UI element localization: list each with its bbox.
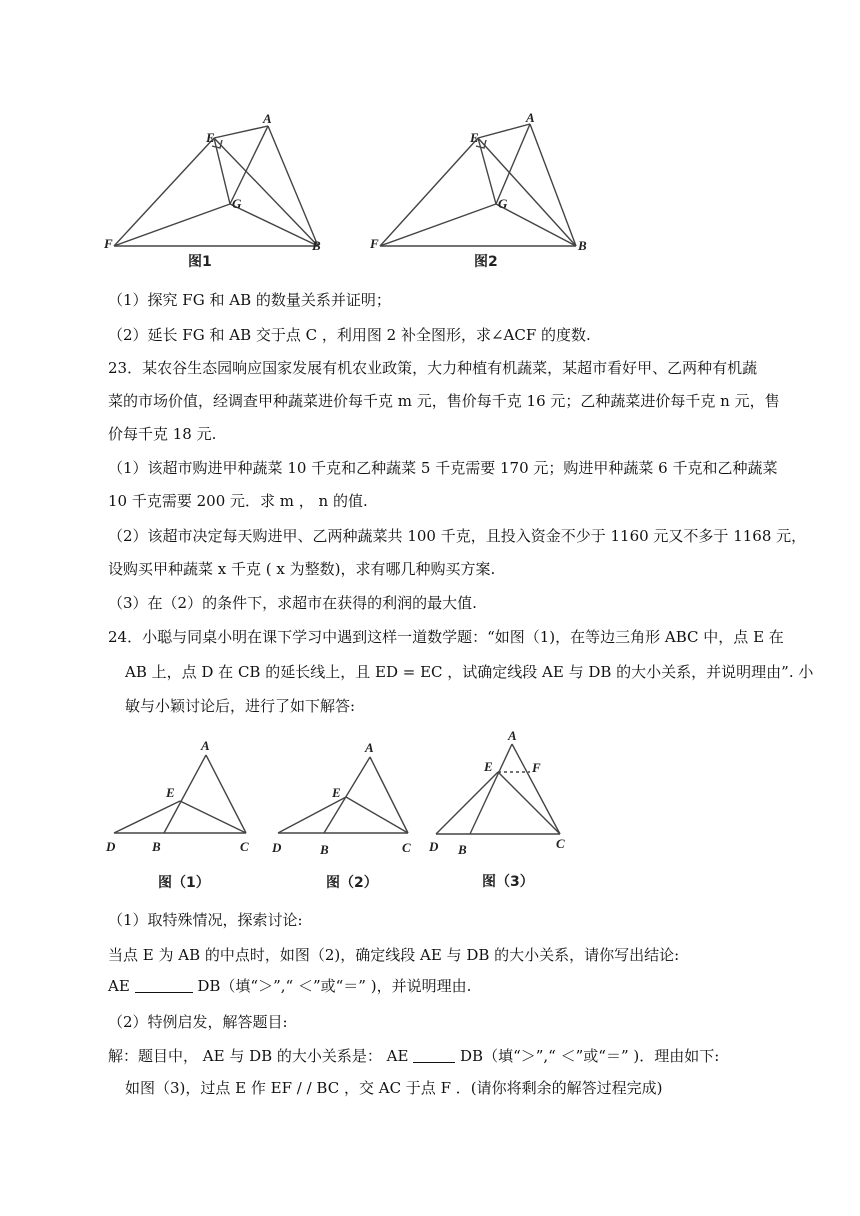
label-F: F: [370, 236, 379, 251]
label-A: A: [201, 738, 210, 753]
label-A: A: [526, 110, 535, 125]
q24-figure-3: [426, 724, 596, 894]
caption-q24-fig1: 图（1）: [158, 875, 210, 891]
label-B: B: [320, 842, 329, 857]
q24-figure-1: [100, 735, 270, 895]
answer-blank-1[interactable]: [135, 977, 193, 993]
label-F: F: [104, 236, 113, 251]
label-B: B: [152, 839, 161, 854]
figure-1: [100, 110, 340, 270]
ae-label: AE: [108, 977, 130, 995]
label-B: B: [458, 842, 467, 857]
label-E: E: [484, 759, 493, 774]
q23-line1: 23．某农谷生态园响应国家发展有机农业政策，大力种植有机蔬菜，某超市看好甲、乙两种有机蔬: [108, 359, 758, 377]
label-A: A: [508, 728, 517, 743]
q24-line1: 24．小聪与同桌小明在课下学习中遇到这样一道数学题：“如图（1)，在等边三角形 ABC 中，点 E 在: [108, 628, 784, 646]
q22-part2: （2）延长 FG 和 AB 交于点 C ，利用图 2 补全图形，求∠ACF 的度数.: [108, 326, 591, 344]
label-C: C: [402, 840, 411, 855]
label-D: D: [272, 840, 282, 855]
caption-q24-fig3: 图（3）: [482, 874, 534, 890]
fill-instruction-1: DB（填“＞”,“ ＜”或“＝” )，并说明理由.: [197, 977, 472, 995]
caption-fig1: 图1: [188, 254, 212, 270]
q23-line7: 设购买甲种蔬菜 x 千克 ( x 为整数)，求有哪几种购买方案.: [108, 560, 496, 578]
label-G: G: [232, 196, 242, 211]
label-G: G: [498, 196, 508, 211]
q24-line4: （1）取特殊情况，探索讨论:: [108, 911, 303, 929]
label-E: E: [332, 785, 341, 800]
q23-line8: （3）在（2）的条件下，求超市在获得的利润的最大值.: [108, 594, 477, 612]
figure-2: [366, 110, 606, 270]
q22-part1: （1）探究 FG 和 AB 的数量关系并证明；: [108, 291, 391, 309]
q23-line4: （1）该超市购进甲种蔬菜 10 千克和乙种蔬菜 5 千克需要 170 元；购进甲种蔬菜 6 千克和乙种蔬菜: [108, 459, 778, 477]
label-A: A: [263, 111, 272, 126]
label-C: C: [240, 839, 249, 854]
fill-instruction-2: DB（填“＞”,“ ＜”或“＝” )．理由如下:: [460, 1047, 720, 1065]
q23-line5: 10 千克需要 200 元．求 m ， n 的值.: [108, 492, 368, 510]
q23-line3: 价每千克 18 元.: [108, 425, 217, 443]
label-D: D: [429, 839, 439, 854]
q24-line2: AB 上，点 D 在 CB 的延长线上，且 ED = EC ，试确定线段 AE 与 DB 的大小关系，并说明理由”. 小: [125, 663, 814, 681]
q24-line5: 当点 E 为 AB 的中点时，如图（2)，确定线段 AE 与 DB 的大小关系，请你写出结论:: [108, 946, 680, 964]
q24-line7: （2）特例启发，解答题目:: [108, 1013, 288, 1031]
label-E: E: [470, 130, 479, 145]
label-B: B: [578, 238, 587, 253]
caption-q24-fig2: 图（2）: [326, 875, 378, 891]
q24-line6: [108, 976, 471, 996]
label-A: A: [365, 740, 374, 755]
caption-fig2: 图2: [474, 254, 498, 270]
q23-line6: （2）该超市决定每天购进甲、乙两种蔬菜共 100 千克，且投入资金不少于 1160 元又不多于 1168 元，: [108, 527, 807, 545]
q24-line9: 如图（3)，过点 E 作 EF / / BC ，交 AC 于点 F ．(请你将剩余的解答过程完成): [125, 1079, 663, 1097]
q23-line2: 菜的市场价值，经调查甲种蔬菜进价每千克 m 元，售价每千克 16 元；乙种蔬菜进价每千克 n 元，售: [108, 392, 780, 410]
label-F: F: [532, 760, 541, 775]
answer-blank-2[interactable]: [413, 1047, 455, 1063]
label-E: E: [206, 130, 215, 145]
solution-lead: 解：题目中， AE 与 DB 的大小关系是： AE: [108, 1047, 409, 1065]
label-E: E: [166, 785, 175, 800]
label-C: C: [556, 836, 565, 851]
q24-figure-2: [270, 735, 440, 895]
q24-line3: 敏与小颖讨论后，进行了如下解答:: [125, 697, 356, 715]
label-B: B: [312, 238, 321, 253]
q24-line8: [108, 1046, 719, 1066]
label-D: D: [106, 839, 116, 854]
